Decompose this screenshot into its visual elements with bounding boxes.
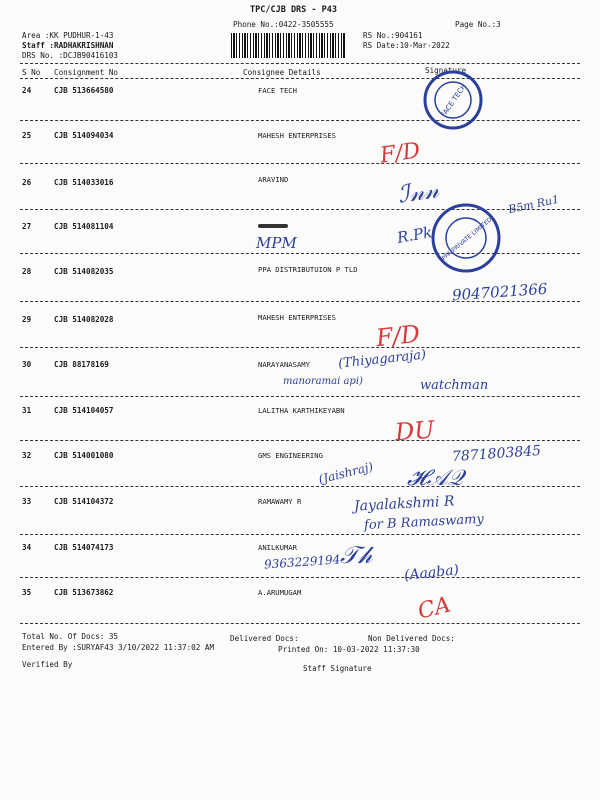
hw-phone-34: 9363229194 bbox=[263, 552, 341, 572]
printed-on: Printed On: 10-03-2022 11:37:30 bbox=[278, 645, 420, 654]
hw-phone-28: 9047021366 bbox=[451, 279, 548, 305]
hw-name-32: (Jaishraj) bbox=[317, 459, 375, 487]
phone-number: Phone No.:0422-3505555 bbox=[233, 20, 334, 29]
row-divider bbox=[20, 347, 580, 348]
hw-fd-25: F/D bbox=[378, 138, 422, 169]
staff-field: Staff :RADHAKRISHNAN bbox=[22, 41, 114, 50]
total-docs: Total No. Of Docs: 35 bbox=[22, 632, 119, 641]
row-sno: 34 bbox=[22, 543, 32, 552]
row-consignee: MAHESH ENTERPRISES bbox=[258, 313, 336, 322]
col-consignee: Consignee Details bbox=[243, 68, 321, 77]
hw-fd-29: F/D bbox=[374, 319, 422, 353]
row-consignee: ARAVIND bbox=[258, 175, 289, 184]
row-consignee: ANILKUMAR bbox=[258, 543, 297, 552]
row-sno: 35 bbox=[22, 588, 32, 597]
row-divider bbox=[20, 534, 580, 535]
area-field: Area :KK PUDHUR-1-43 bbox=[22, 31, 114, 40]
hw-signature-26: ℐ𝓃𝓃 bbox=[396, 175, 441, 209]
row-consignment: CJB 514001080 bbox=[54, 451, 114, 460]
rs-date: RS Date:10-Mar-2022 bbox=[363, 41, 450, 50]
row-consignee: GMS ENGINEERING bbox=[258, 451, 323, 460]
delivered-docs: Delivered Docs: bbox=[230, 634, 299, 643]
hw-mark-35: CA bbox=[415, 592, 454, 625]
entered-by: Entered By :SURYAF43 3/10/2022 11:37:02 AM bbox=[22, 643, 215, 652]
row-consignment: CJB 514082035 bbox=[54, 267, 114, 276]
hw-signature-32: 𝓗𝒜𝒬 bbox=[407, 466, 464, 491]
row-consignment: CJB 513673862 bbox=[54, 588, 114, 597]
stamp-text: FACE TECH bbox=[439, 82, 469, 119]
hw-name-27: MPM bbox=[256, 234, 297, 252]
row-consignee: MAHESH ENTERPRISES bbox=[258, 131, 336, 140]
row-consignment: CJB 514104057 bbox=[54, 406, 114, 415]
hw-du-31: DU bbox=[394, 415, 436, 447]
verified-by: Verified By bbox=[22, 660, 73, 669]
row-consignment: CJB 514094034 bbox=[54, 131, 114, 140]
row-consignee: LALITHA KARTHIKEYABN bbox=[258, 406, 345, 415]
row-sno: 24 bbox=[22, 86, 32, 95]
row-sno: 32 bbox=[22, 451, 32, 460]
row-divider bbox=[20, 577, 580, 578]
row-consignment: CJB 513664580 bbox=[54, 86, 114, 95]
hw-note-30a: manoramai api) bbox=[283, 376, 363, 387]
row-consignment: CJB 88178169 bbox=[54, 360, 109, 369]
hw-sign-27: R.Pk bbox=[395, 223, 434, 247]
row-consignee: RAMAWAMY R bbox=[258, 497, 302, 506]
row-consignee: NARAYANASAMY bbox=[258, 360, 310, 369]
ppa-company-stamp bbox=[428, 200, 506, 276]
row-sno: 33 bbox=[22, 497, 32, 506]
hw-note-30b: watchman bbox=[420, 378, 489, 393]
non-delivered-docs: Non Delivered Docs: bbox=[368, 634, 455, 643]
hw-phone-32: 7871803845 bbox=[451, 442, 542, 466]
hw-name-33b: for B Ramaswamy bbox=[363, 511, 485, 534]
stamp-ring-text: PPA PRIVATE LIMITED bbox=[440, 216, 494, 263]
row-consignment: CJB 514104372 bbox=[54, 497, 114, 506]
header-divider-top bbox=[20, 63, 580, 64]
row-consignee: A.ARUMUGAM bbox=[258, 588, 302, 597]
col-sno: S No bbox=[22, 68, 41, 77]
hw-name-30: (Thiyagaraja) bbox=[337, 347, 427, 372]
staff-signature: Staff Signature bbox=[303, 664, 372, 673]
hw-note-27: B5m Ru1 bbox=[507, 192, 561, 217]
report-title: TPC/CJB DRS - P43 bbox=[250, 5, 337, 15]
row-sno: 25 bbox=[22, 131, 32, 140]
page-number: Page No.:3 bbox=[455, 20, 501, 29]
face-tech-stamp bbox=[416, 68, 490, 132]
row-sno: 31 bbox=[22, 406, 32, 415]
row-sno: 26 bbox=[22, 178, 32, 187]
rs-number: RS No.:904161 bbox=[363, 31, 423, 40]
col-signature: Signature bbox=[425, 66, 467, 75]
row-sno: 27 bbox=[22, 222, 32, 231]
row-divider bbox=[20, 396, 580, 397]
row-sno: 30 bbox=[22, 360, 32, 369]
row-sno: 29 bbox=[22, 315, 32, 324]
hw-name-35: (Aaaba) bbox=[403, 562, 460, 584]
row-divider bbox=[20, 486, 580, 487]
row-consignee: PPA DISTRIBUTUION P TLD bbox=[258, 265, 358, 274]
row-divider bbox=[20, 163, 580, 164]
barcode bbox=[231, 33, 346, 58]
row-consignment: CJB 514081104 bbox=[54, 222, 114, 231]
hw-signature-34: 𝒯𝒽 bbox=[340, 541, 373, 569]
row-consignment: CJB 514082028 bbox=[54, 315, 114, 324]
drs-number: DRS No. :DCJB90416103 bbox=[22, 51, 119, 60]
row-divider bbox=[20, 440, 580, 441]
scribbled-consignee bbox=[258, 224, 288, 228]
header-divider-bottom bbox=[20, 78, 580, 79]
row-consignment: CJB 514033016 bbox=[54, 178, 114, 187]
col-consignment: Consignment No bbox=[54, 68, 119, 77]
hw-name-33a: Jayalakshmi R bbox=[353, 493, 455, 515]
row-divider bbox=[20, 120, 580, 121]
row-consignee: FACE TECH bbox=[258, 86, 297, 95]
row-divider bbox=[20, 623, 580, 624]
row-consignment: CJB 514074173 bbox=[54, 543, 114, 552]
row-sno: 28 bbox=[22, 267, 32, 276]
